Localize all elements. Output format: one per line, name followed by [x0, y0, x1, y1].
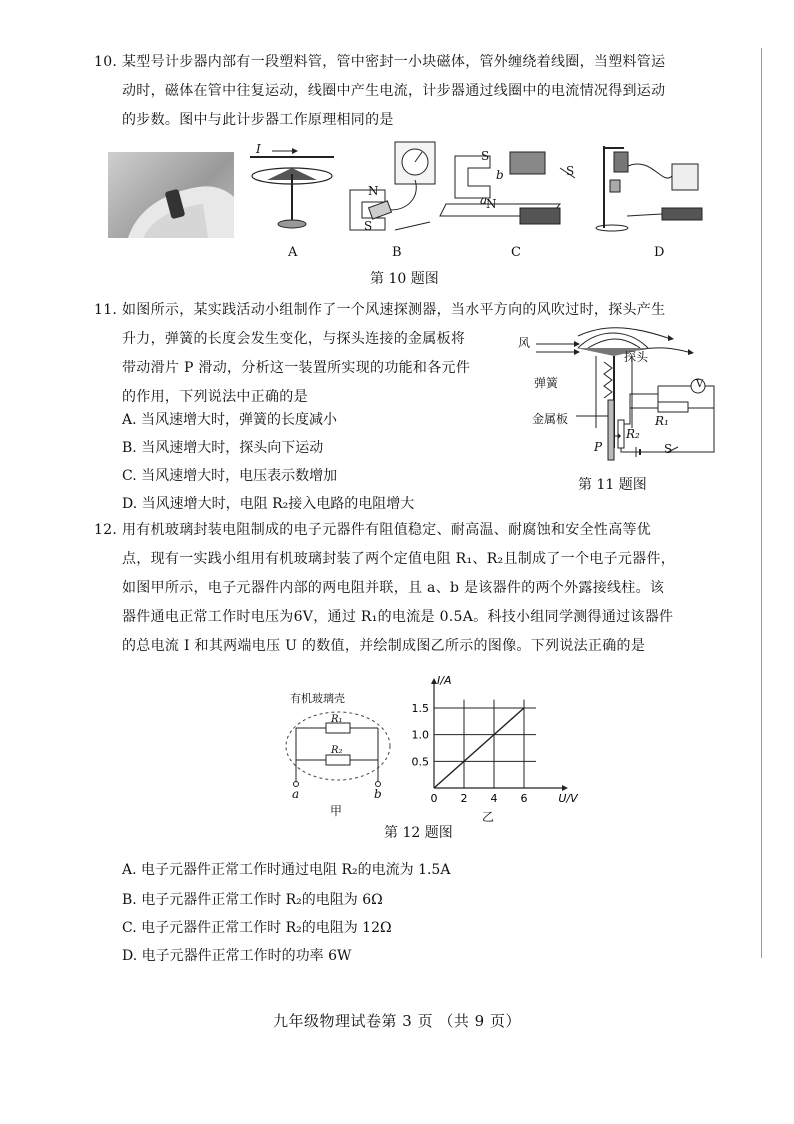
- terminal-a-label: a: [292, 787, 300, 801]
- magnet-n-label: N: [368, 184, 379, 198]
- c-n-label: N: [486, 197, 497, 211]
- x-tick-label: 4: [490, 792, 498, 805]
- q11-option-b[interactable]: B. 当风速增大时，探头向下运动: [122, 440, 324, 456]
- option-label-d: D: [654, 245, 665, 260]
- y-tick-label: 1.0: [411, 728, 429, 742]
- r2-label: R₂: [626, 427, 640, 441]
- q11-line-3: 带动滑片 P 滑动，分析这一装置所实现的功能和各元件: [122, 360, 471, 376]
- q10-line-2: 动时，磁体在管中往复运动，线圈中产生电流，计步器通过线圈中的电流情况得到运动: [122, 83, 666, 99]
- q12-line-4: 器件通电正常工作时电压为6V，通过 R₁的电流是 0.5A。科技小组同学测得通过该器件: [122, 609, 674, 625]
- q12-option-a[interactable]: A. 电子元器件正常工作时通过电阻 R₂的电流为 1.5A: [122, 862, 451, 878]
- x-axis-arrow: [562, 785, 568, 791]
- q12-option-d[interactable]: D. 电子元器件正常工作时的功率 6W: [122, 948, 352, 964]
- figure-yi-name: 乙: [482, 810, 495, 824]
- question-number: 11.: [94, 302, 118, 318]
- magnet-s-label: S: [364, 219, 373, 233]
- q10-line-1: 某型号计步器内部有一段塑料管，管中密封一小块磁体，管外缠绕着线圈，当塑料管运: [122, 54, 666, 70]
- question-12: [96, 516, 724, 661]
- c-switch-label: S: [566, 164, 575, 178]
- question-number: 12.: [94, 522, 118, 538]
- probe-label: 探头: [624, 350, 649, 364]
- x-tick-label: 2: [460, 792, 468, 805]
- option-label-c: C: [511, 245, 521, 260]
- c-s-label: S: [481, 149, 490, 163]
- option-label-a: A: [288, 245, 298, 260]
- jia-r2-label: R₂: [331, 745, 343, 756]
- y-axis-label: I/A: [437, 674, 452, 687]
- figure-10-caption: 第 10 题图: [370, 271, 439, 287]
- current-label: I: [256, 142, 261, 156]
- margin-line: [761, 48, 762, 958]
- slider-p-label: P: [594, 440, 603, 454]
- x-tick-label: 6: [520, 792, 528, 805]
- c-a-label: a: [480, 193, 488, 207]
- question-number: 10.: [94, 54, 118, 70]
- q11-line-2: 升力，弹簧的长度会发生变化，与探头连接的金属板将: [122, 331, 466, 347]
- q11-option-d[interactable]: D. 当风速增大时，电阻 R₂接入电路的电阻增大: [122, 496, 415, 512]
- figure-11-caption: 第 11 题图: [578, 477, 647, 493]
- q10-line-3: 的步数。图中与此计步器工作原理相同的是: [122, 112, 394, 128]
- figure-12-caption: 第 12 题图: [384, 825, 453, 841]
- q11-line-1: 如图所示，某实践活动小组制作了一个风速探测器，当水平方向的风吹过时，探头产生: [122, 302, 666, 318]
- q11-option-a[interactable]: A. 当风速增大时，弹簧的长度减小: [122, 412, 338, 428]
- figure-c-motor: [440, 146, 580, 238]
- page-footer: 九年级物理试卷第 3 页 （共 9 页）: [273, 1012, 521, 1030]
- q12-option-c[interactable]: C. 电子元器件正常工作时 R₂的电阻为 12Ω: [122, 920, 392, 936]
- question-10: [96, 48, 724, 135]
- spring-label: 弹簧: [534, 376, 559, 390]
- figure-jia-name: 甲: [330, 804, 343, 818]
- c-b-label: b: [496, 168, 504, 182]
- shell-label: 有机玻璃壳: [290, 692, 345, 705]
- q12-line-2: 点，现有一实践小组用有机玻璃封装了两个定值电阻 R₁、R₂且制成了一个电子元器件，: [122, 551, 676, 567]
- terminal-b-label: b: [374, 787, 382, 801]
- x-tick-label: 0: [430, 792, 438, 805]
- figure-d-electromagnet: [592, 136, 722, 236]
- figure-b-motor-generator: [340, 140, 440, 238]
- x-axis-label: U/V: [558, 792, 578, 805]
- wrist-photo: [108, 152, 234, 238]
- figure-11-wind-detector: [518, 328, 718, 468]
- series-line: [434, 708, 524, 788]
- q12-line-3: 如图甲所示，电子元器件内部的两电阻并联，且 a、b 是该器件的两个外露接线柱。该: [122, 580, 665, 596]
- figure-12-yi-chart: [408, 674, 578, 810]
- wrist-image: [108, 152, 234, 238]
- q11-option-c[interactable]: C. 当风速增大时，电压表示数增加: [122, 468, 338, 484]
- option-label-b: B: [392, 245, 402, 260]
- q12-option-b[interactable]: B. 电子元器件正常工作时 R₂的电阻为 6Ω: [122, 892, 383, 908]
- voltmeter-label: V: [696, 379, 704, 390]
- metal-plate-label: 金属板: [532, 412, 569, 426]
- y-tick-label: 0.5: [411, 755, 429, 769]
- q12-line-1: 用有机玻璃封装电阻制成的电子元器件有阻值稳定、耐高温、耐腐蚀和安全性高等优: [122, 522, 652, 538]
- q12-line-5: 的总电流 I 和其两端电压 U 的数值，并绘制成图乙所示的图像。下列说法正确的是: [122, 638, 646, 654]
- wind-label: 风: [518, 336, 531, 350]
- y-tick-label: 1.5: [411, 702, 429, 715]
- jia-r1-label: R₁: [331, 714, 343, 725]
- switch-s-label: S: [664, 442, 673, 456]
- q11-line-4: 的作用，下列说法中正确的是: [122, 389, 308, 405]
- r1-label: R₁: [655, 414, 669, 428]
